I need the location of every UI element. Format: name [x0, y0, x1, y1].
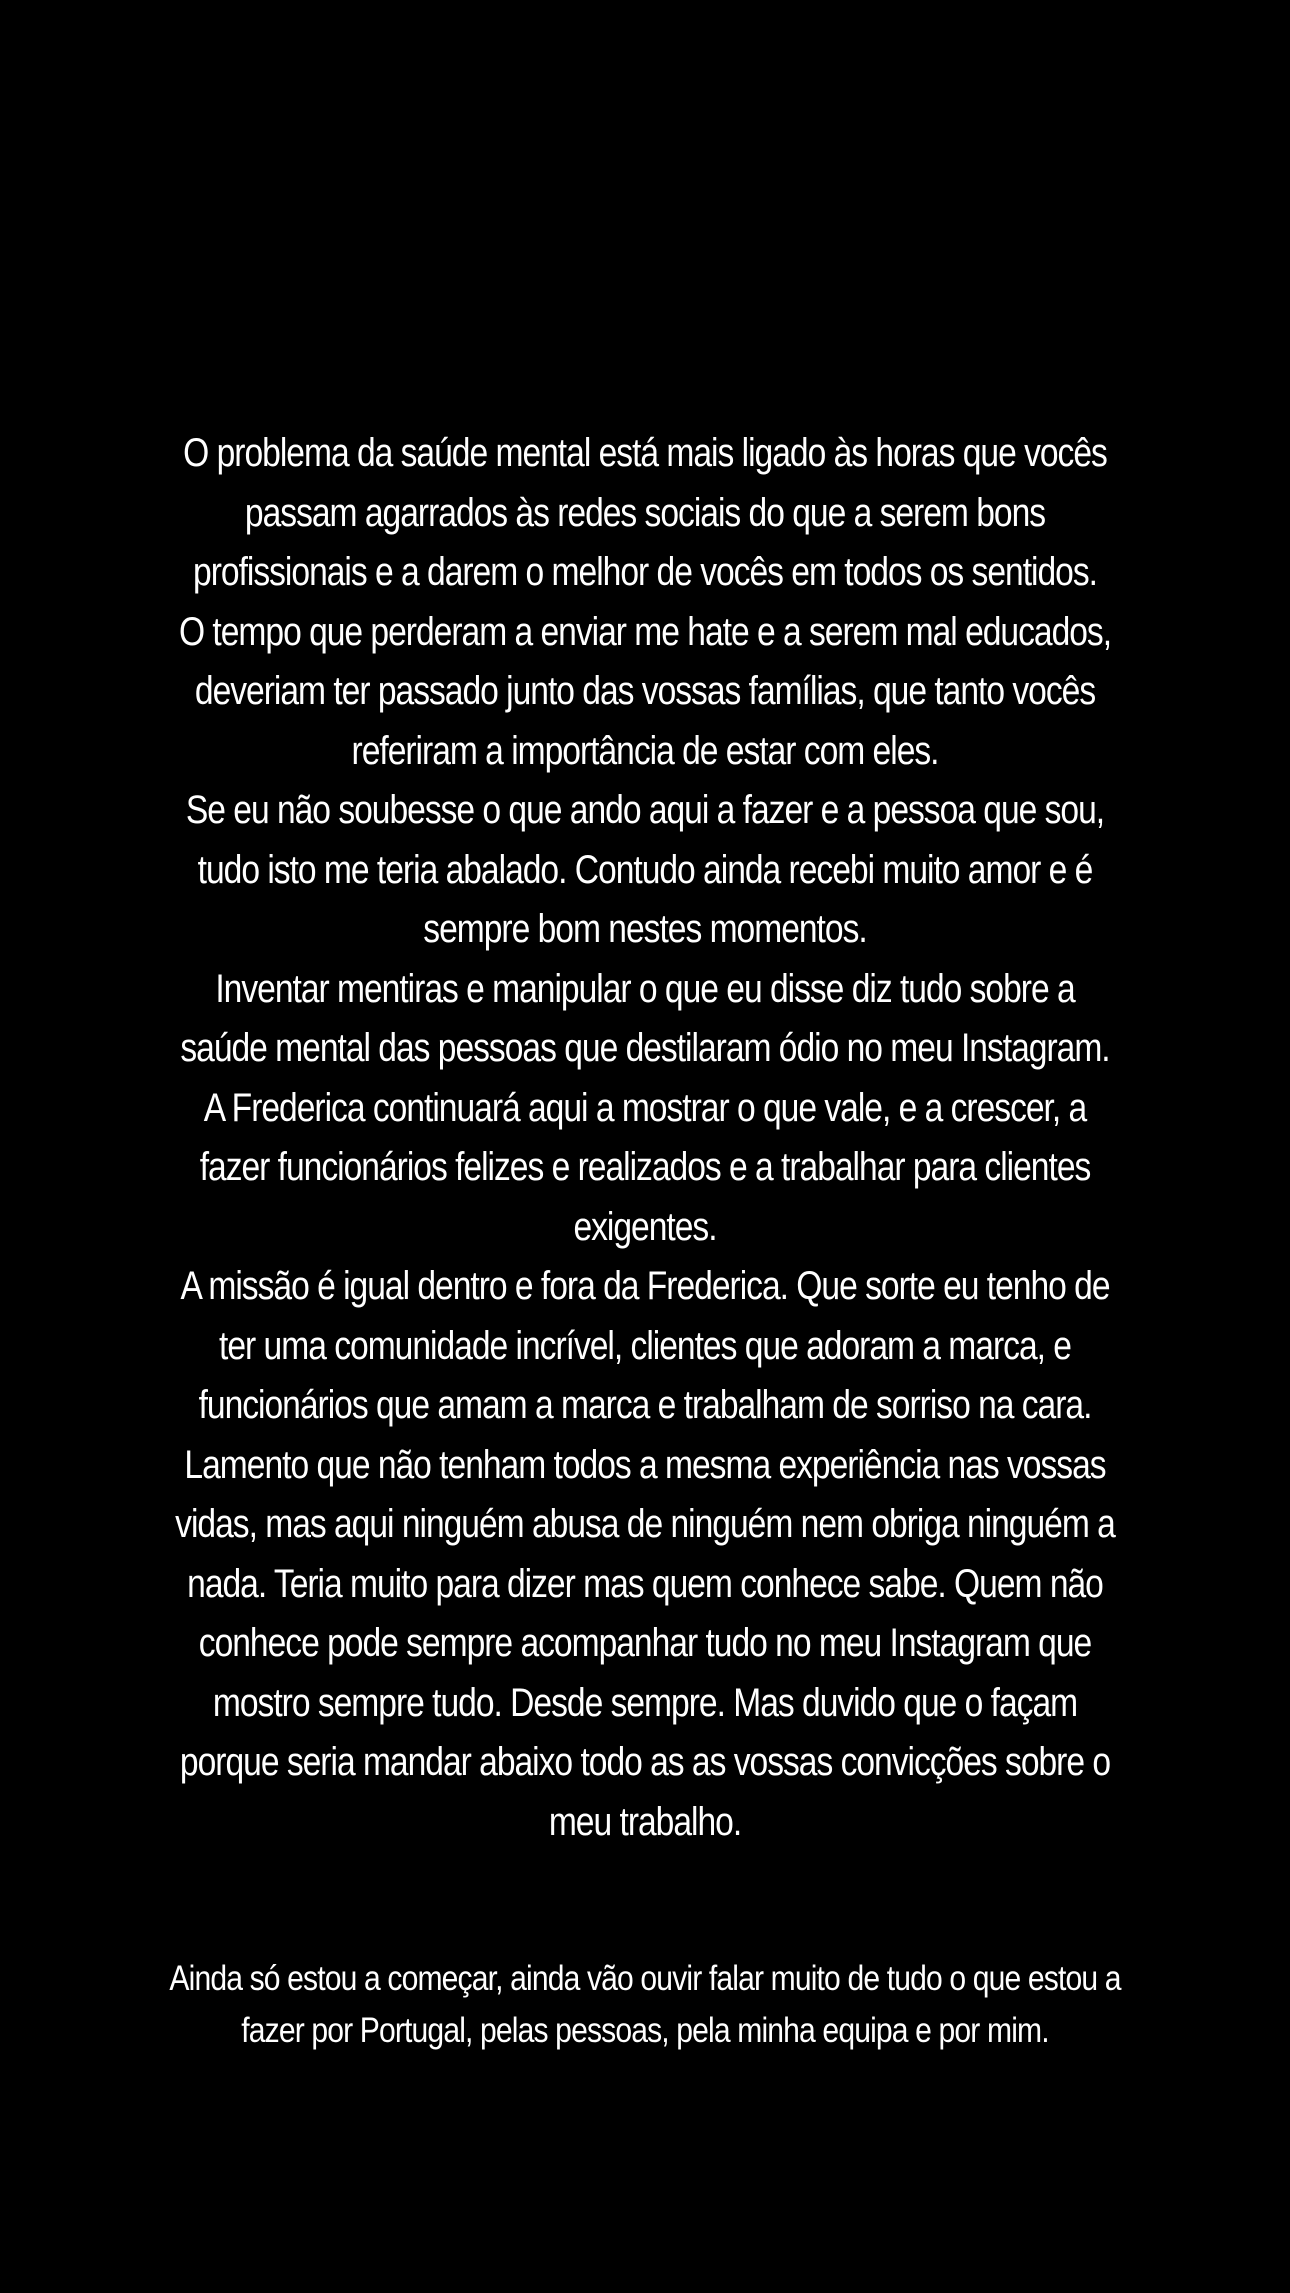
story-main-text: O problema da saúde mental está mais ligado às horas que vocês passam agarrados às redes sociais do que a serem bons profissionais e a darem o melhor de vocês em todos os sentidos. O tempo que perderam a enviar me hate e a serem mal educados, deveriam ter passado junto das vossas famílias, que tanto vocês referiram a importância de estar com eles. Se eu não soubesse o que ando aqui a fazer e a pessoa que sou, tudo isto me teria abalado. Contudo ainda recebi muito amor e é sempre bom nestes momentos. Inventar mentiras e manipular o que eu disse diz tudo sobre a saúde mental das pessoas que destilaram ódio no meu Instagram. A Frederica continuará aqui a mostrar o que vale, e a crescer, a fazer funcionários felizes e realizados e a trabalhar para clientes exigentes. A missão é igual dentro e fora da Frederica. Que sorte eu tenho de ter uma comunidade incrível, clientes que adoram a marca, e funcionários que amam a marca e trabalham de sorriso na cara. Lamento que não tenham todos a mesma experiência nas vossas vidas, mas aqui ninguém abusa de ninguém nem obriga ninguém a nada. Teria muito para dizer mas quem conhece sabe. Quem não conhece pode sempre acompanhar tudo no meu Instagram que mostro sempre tudo. Desde sempre. Mas duvido que o façam porque seria mandar abaixo todo as as vossas convicções sobre o meu trabalho. [175, 431, 1115, 1844]
story-closing-text: Ainda só estou a começar, ainda vão ouvir falar muito de tudo o que estou a fazer por Portugal, pelas pessoas, pela minha equipa e por mim. [169, 1959, 1121, 2050]
